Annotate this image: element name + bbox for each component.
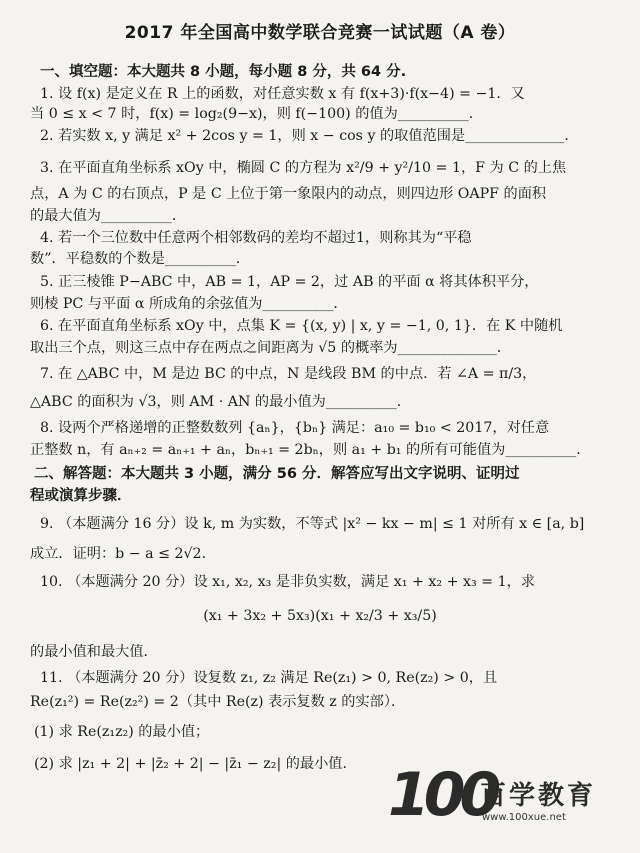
logo-url: www.100xue.net: [482, 812, 566, 823]
problem-10-line-1: 10. （本题满分 20 分）设 x₁, x₂, x₃ 是非负实数，满足 x₁ + x₂ + x₃ = 1，求: [40, 574, 535, 590]
page-title: 2017 年全国高中数学联合竞赛一试试题（A 卷）: [124, 23, 516, 43]
problem-5-line-2: 则棱 PC 与平面 α 所成角的余弦值为__________．: [30, 296, 348, 312]
section-2-heading-line-2: 程或演算步骤．: [30, 488, 132, 504]
logo-brand-text: 百学教育: [480, 781, 597, 811]
problem-10-line-3: 的最小值和最大值．: [30, 644, 158, 660]
problem-3-line-3: 的最大值为__________．: [30, 208, 187, 224]
problem-3-line-1: 3. 在平面直角坐标系 xOy 中，椭圆 C 的方程为 x²/9 + y²/10 = 1，F 为 C 的上焦: [40, 160, 567, 176]
problem-9-line-1: 9. （本题满分 16 分）设 k, m 为实数，不等式 |x² − kx − m| ≤ 1 对所有 x ∈ [a, b]: [40, 516, 585, 532]
logo-number: 100: [388, 760, 496, 830]
problem-4-line-2: 数”．平稳数的个数是__________．: [30, 251, 251, 267]
problem-6-line-2: 取出三个点，则这三点中存在两点之间距离为 √5 的概率为______________．: [30, 340, 512, 356]
problem-10-expression: (x₁ + 3x₂ + 5x₃)(x₁ + x₂/3 + x₃/5): [203, 608, 437, 624]
problem-4-line-1: 4. 若一个三位数中任意两个相邻数码的差均不超过1，则称其为“平稳: [40, 230, 472, 246]
problem-11-part-2: (2) 求 |z₁ + 2| + |z̄₂ + 2| − |z̄₁ − z₂| 的最小值．: [34, 756, 357, 772]
problem-7-line-2: △ABC 的面积为 √3，则 AM · AN 的最小值为__________．: [30, 394, 411, 410]
problem-2: 2. 若实数 x, y 满足 x² + 2cos y = 1，则 x − cos y 的取值范围是______________．: [40, 128, 579, 144]
problem-5-line-1: 5. 正三棱锥 P−ABC 中，AB = 1，AP = 2，过 AB 的平面 α 将其体积平分，: [40, 274, 539, 290]
problem-1-line-2: 当 0 ≤ x < 7 时，f(x) = log₂(9−x)，则 f(−100) 的值为__________．: [30, 106, 483, 122]
problem-11-line-1: 11. （本题满分 20 分）设复数 z₁, z₂ 满足 Re(z₁) > 0, Re(z₂) > 0，且: [40, 670, 498, 686]
problem-11-line-2: Re(z₁²) = Re(z₂²) = 2（其中 Re(z) 表示复数 z 的实部）．: [30, 694, 406, 710]
problem-7-line-1: 7. 在 △ABC 中，M 是边 BC 的中点，N 是线段 BM 的中点．若 ∠A = π/3，: [40, 366, 537, 382]
problem-9-line-2: 成立．证明：b − a ≤ 2√2．: [30, 546, 216, 562]
problem-6-line-1: 6. 在平面直角坐标系 xOy 中，点集 K = {(x, y) | x, y = −1, 0, 1}．在 K 中随机: [40, 318, 563, 334]
problem-8-line-1: 8. 设两个严格递增的正整数数列 {aₙ}，{bₙ} 满足：a₁₀ = b₁₀ < 2017，对任意: [40, 420, 550, 436]
problem-8-line-2: 正整数 n，有 aₙ₊₂ = aₙ₊₁ + aₙ，bₙ₊₁ = 2bₙ，则 a₁ + b₁ 的所有可能值为__________．: [30, 442, 591, 458]
problem-11-part-1: (1) 求 Re(z₁z₂) 的最小值；: [34, 724, 210, 740]
problem-3-line-2: 点，A 为 C 的右顶点，P 是 C 上位于第一象限内的动点，则四边形 OAPF 的面积: [30, 186, 547, 202]
brand-logo: [388, 760, 620, 835]
section-1-heading: 一、填空题：本大题共 8 小题，每小题 8 分，共 64 分.: [40, 64, 407, 80]
section-2-heading-line-1: 二、解答题：本大题共 3 小题，满分 56 分．解答应写出文字说明、证明过: [34, 466, 520, 482]
problem-1-line-1: 1. 设 f(x) 是定义在 R 上的函数，对任意实数 x 有 f(x+3)·f(x−4) = −1．又: [40, 86, 525, 102]
